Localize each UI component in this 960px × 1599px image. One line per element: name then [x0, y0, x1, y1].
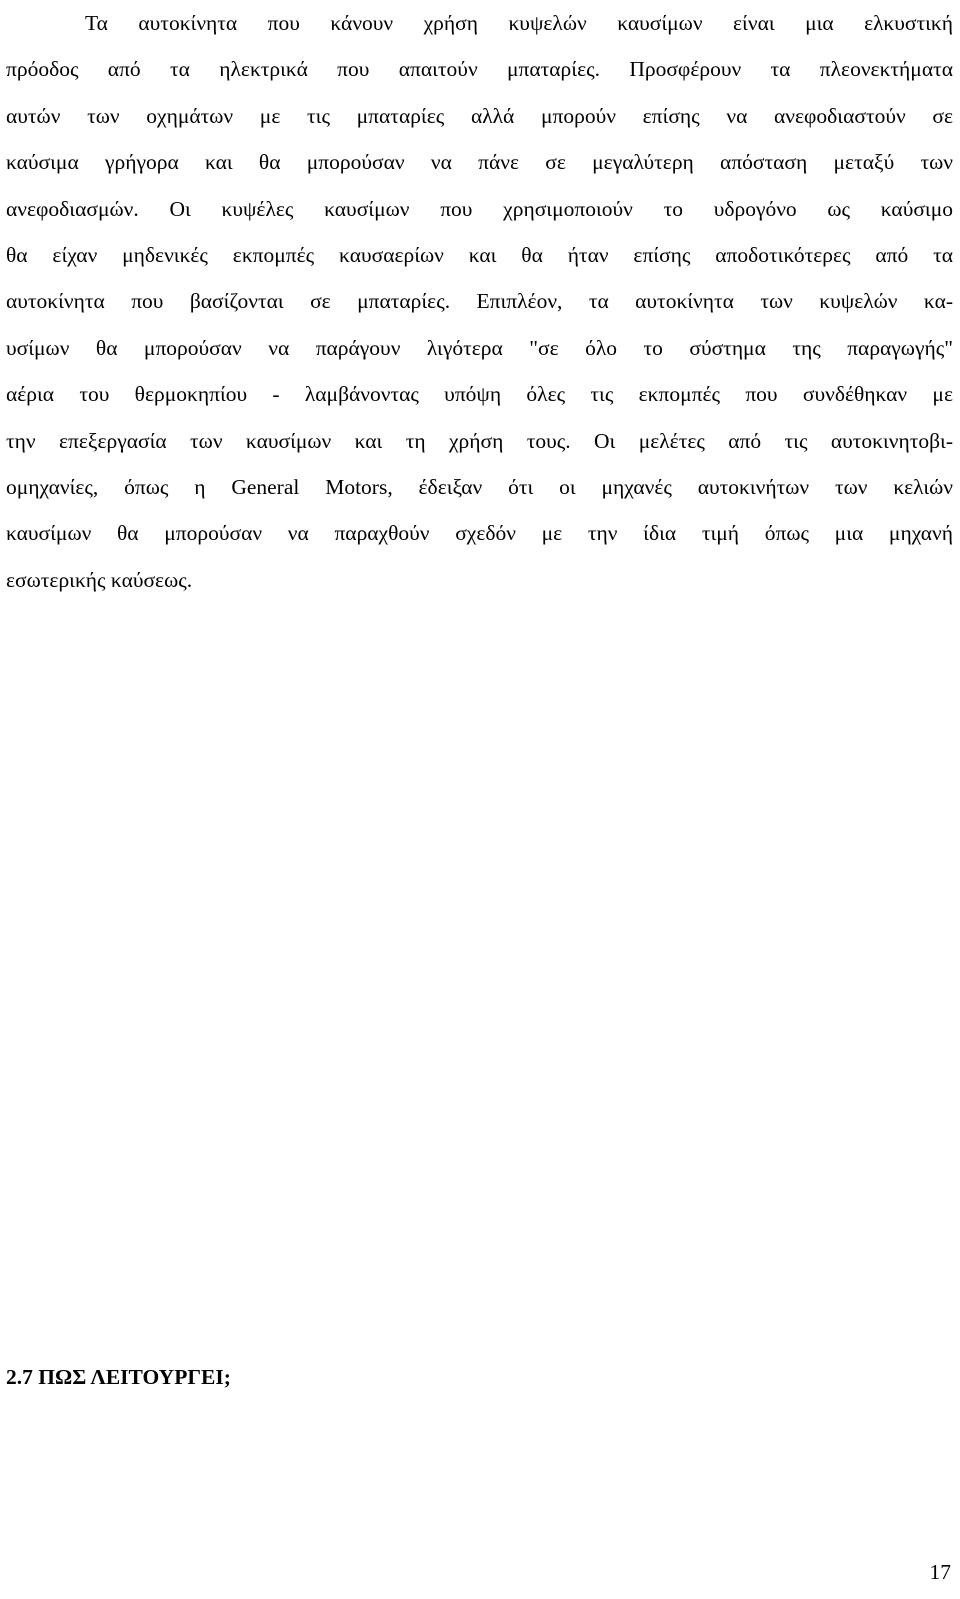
paragraph-line: ομηχανίες, όπως η General Motors, έδειξαν ότι οι μηχανές αυτοκινήτων των κελιών — [6, 474, 953, 499]
paragraph-line: υσίμων θα μπορούσαν να παράγουν λιγότερα "σε όλο το σύστημα της παραγωγής" — [6, 335, 953, 360]
paragraph-line: αυτών των οχημάτων με τις μπαταρίες αλλά μπορούν επίσης να ανεφοδιαστούν σε — [6, 103, 953, 128]
body-paragraph — [6, 0, 953, 603]
page-number: 17 — [929, 1560, 951, 1584]
paragraph-line: θα είχαν μηδενικές εκπομπές καυσαερίων και θα ήταν επίσης αποδοτικότερες από τα — [6, 242, 953, 267]
paragraph-line: καυσίμων θα μπορούσαν να παραχθούν σχεδόν με την ίδια τιμή όπως μια μηχανή — [6, 521, 953, 546]
paragraph-line: καύσιμα γρήγορα και θα μπορούσαν να πάνε σε μεγαλύτερη απόσταση μεταξύ των — [6, 150, 953, 175]
paragraph-line: ανεφοδιασμών. Οι κυψέλες καυσίμων που χρησιμοποιούν το υδρογόνο ως καύσιμο — [6, 196, 953, 221]
paragraph-line: εσωτερικής καύσεως. — [6, 567, 193, 592]
paragraph-line: Τα αυτοκίνητα που κάνουν χρήση κυψελών καυσίμων είναι μια ελκυστική — [85, 11, 953, 35]
paragraph-line: την επεξεργασία των καυσίμων και τη χρήση τους. Οι μελέτες από τις αυτοκινητοβι- — [6, 428, 953, 453]
paragraph-line: αυτοκίνητα που βασίζονται σε μπαταρίες. Επιπλέον, τα αυτοκίνητα των κυψελών κα- — [6, 289, 953, 314]
section-heading: 2.7 ΠΩΣ ΛΕΙΤΟΥΡΓΕΙ; — [6, 1365, 231, 1389]
paragraph-line: αέρια του θερμοκηπίου - λαμβάνοντας υπόψη όλες τις εκπομπές που συνδέθηκαν με — [6, 382, 953, 407]
paragraph-line: πρόοδος από τα ηλεκτρικά που απαιτούν μπαταρίες. Προσφέρουν τα πλεονεκτήματα — [6, 57, 953, 82]
